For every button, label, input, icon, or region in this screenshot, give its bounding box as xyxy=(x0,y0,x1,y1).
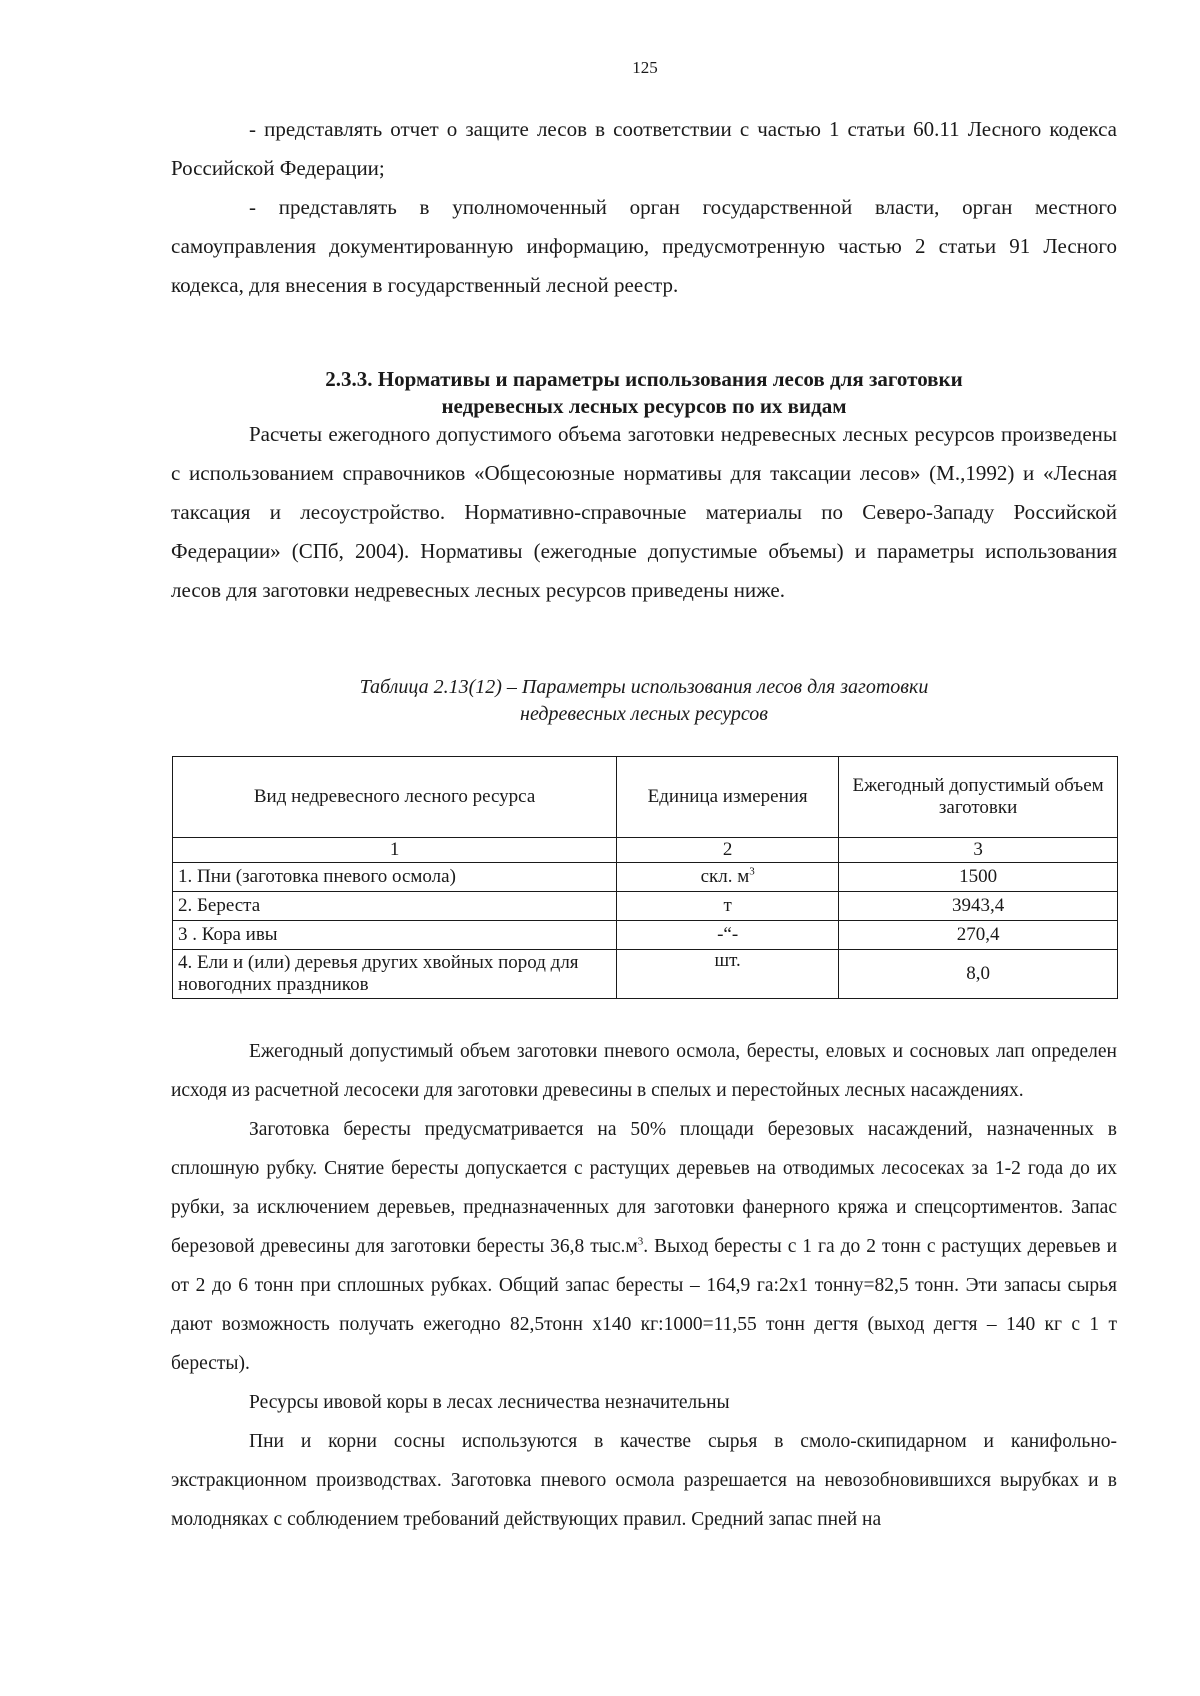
volume-cell: 1500 xyxy=(839,863,1118,892)
section-text xyxy=(171,415,1117,610)
closing-text xyxy=(171,1032,1117,1539)
volume-cell: 8,0 xyxy=(839,950,1118,999)
table-row xyxy=(173,892,1118,921)
volume-cell: 270,4 xyxy=(839,921,1118,950)
table-caption-line-1: Таблица 2.13(12) – Параметры использования лесов для заготовки xyxy=(359,676,929,698)
unit-text: скл. м xyxy=(700,866,750,887)
paragraph-documented-info: - представлять в уполномоченный орган государственной власти, орган местного самоуправления документированную информацию, предусмотренную частью 2 статьи 91 Лесного кодекса, для внесения в государственный лесной реестр. xyxy=(171,195,1117,297)
table-row xyxy=(173,863,1118,892)
paragraph-calculation-sources: Расчеты ежегодного допустимого объема заготовки недревесных лесных ресурсов произведены с использованием справочников «Общесоюзные нормативы для таксации лесов» (М.,1992) и «Лесная таксация и лесоустройство. Нормативно-справочные материалы по Северо-Западу Российской Федерации» (СПб, 2004). Нормативы (ежегодные допустимые объемы) и параметры использования лесов для заготовки недревесных лесных ресурсов приведены ниже. xyxy=(171,422,1117,602)
unit-cell xyxy=(617,863,839,892)
volume-cell: 3943,4 xyxy=(839,892,1118,921)
intro-text xyxy=(171,110,1117,305)
section-heading-line-1: 2.3.3. Нормативы и параметры использования лесов для заготовки xyxy=(325,367,963,391)
column-number: 3 xyxy=(839,838,1118,863)
header-annual-volume: Ежегодный допустимый объем заготовки xyxy=(839,757,1118,838)
cubic-superscript: 3 xyxy=(637,1235,644,1248)
unit-cell: -“- xyxy=(617,921,839,950)
table-caption xyxy=(171,674,1117,728)
paragraph-annual-volume-basis: Ежегодный допустимый объем заготовки пневого осмола, бересты, еловых и сосновых лап определен исходя из расчетной лесосеки для заготовки древесины в спелых и перестойных лесных насаждениях. xyxy=(171,1041,1117,1101)
table-caption-line-2: недревесных лесных ресурсов xyxy=(520,703,768,725)
resource-cell: 2. Береста xyxy=(173,892,617,921)
paragraph-willow-bark: Ресурсы ивовой коры в лесах лесничества незначительны xyxy=(249,1392,730,1413)
resource-cell: 1. Пни (заготовка пневого осмола) xyxy=(173,863,617,892)
header-unit: Единица измерения xyxy=(617,757,839,838)
unit-cell: т xyxy=(617,892,839,921)
table-row xyxy=(173,921,1118,950)
resource-cell: 4. Ели и (или) деревья других хвойных пород для новогодних праздников xyxy=(173,950,617,999)
table-header-row xyxy=(173,757,1118,838)
paragraph-pine-stumps: Пни и корни сосны используются в качестве сырья в смоло-скипидарном и канифольно-экстракционном производствах. Заготовка пневого осмола разрешается на невозобновившихся вырубках и в молодняках с соблюдением требований действующих правил. Средний запас пней на xyxy=(171,1431,1117,1530)
unit-superscript: 3 xyxy=(749,865,755,878)
page-number: 125 xyxy=(632,58,658,77)
paragraph-forest-protection-report: - представлять отчет о защите лесов в соответствии с частью 1 статьи 60.11 Лесного кодекса Российской Федерации; xyxy=(171,117,1117,180)
birch-bark-text-start: Заготовка бересты предусматривается на 50% площади березовых насаждений, назначенных в сплошную рубку. Снятие бересты допускается с растущих деревьев на отводимых лесосеках за 1-2 года до их рубки, за исключением деревьев, предназначенных для заготовки фанерного кряжа и спецсортиментов. Запас березовой древесины для заготовки бересты 36,8 тыс.м xyxy=(171,1119,1117,1257)
header-resource-type: Вид недревесного лесного ресурса xyxy=(173,757,617,838)
column-number: 1 xyxy=(173,838,617,863)
resources-table xyxy=(172,756,1118,999)
table-row xyxy=(173,950,1118,999)
section-heading-line-2: недревесных лесных ресурсов по их видам xyxy=(441,394,847,418)
resource-cell: 3 . Кора ивы xyxy=(173,921,617,950)
paragraph-birch-bark xyxy=(171,1110,1117,1383)
section-heading xyxy=(171,366,1117,420)
column-number-row xyxy=(173,838,1118,863)
unit-cell: шт. xyxy=(617,950,839,999)
birch-bark-text-end: . Выход бересты с 1 га до 2 тонн с растущих деревьев и от 2 до 6 тонн при сплошных рубках. Общий запас бересты – 164,9 га:2х1 тонну=82,5 тонн. Эти запасы сырья дают возможность получать ежегодно 82,5тонн х140 кг:1000=11,55 тонн дегтя (выход дегтя – 140 кг с 1 т бересты). xyxy=(171,1236,1117,1374)
column-number: 2 xyxy=(617,838,839,863)
